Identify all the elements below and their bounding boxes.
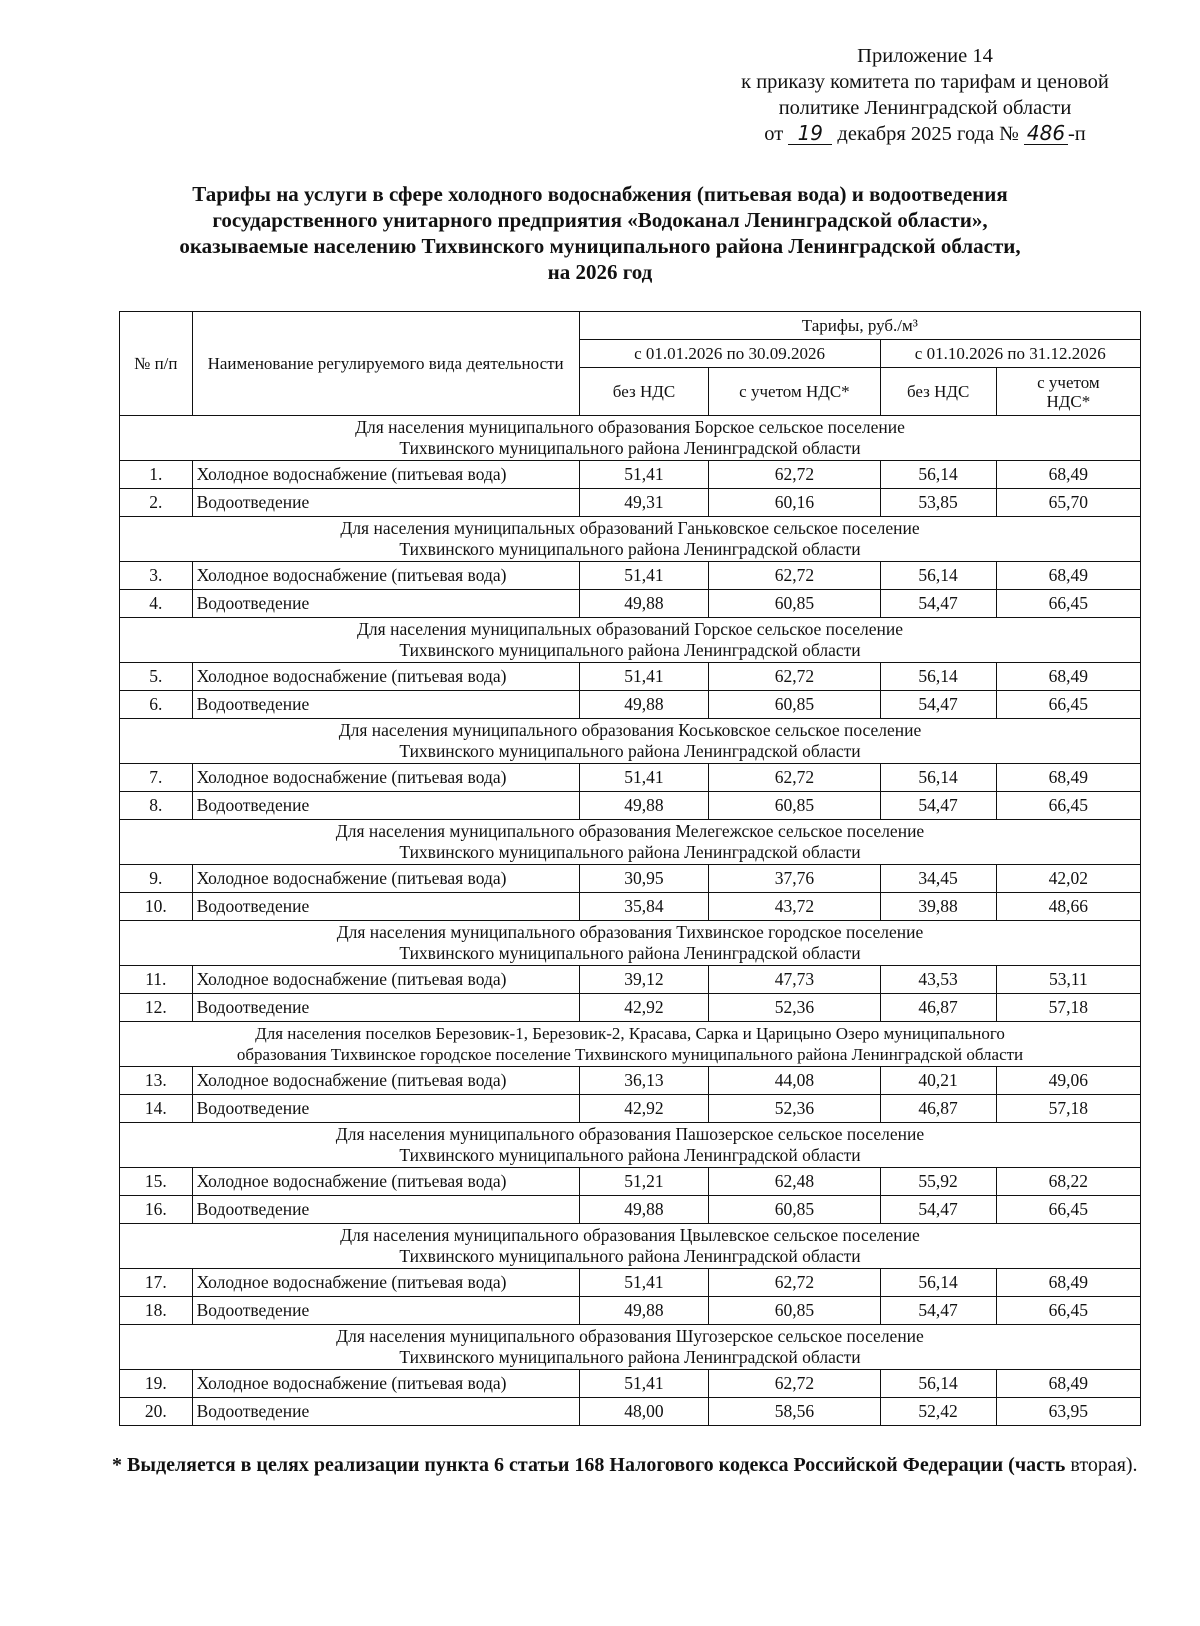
table-row [120,1067,1141,1095]
tariff-no-vat-period-1: 35,84 [579,893,709,921]
row-number: 14. [120,1095,193,1123]
row-number: 13. [120,1067,193,1095]
activity-name: Водоотведение [192,792,579,820]
tariff-with-vat-period-1: 62,72 [709,461,880,489]
row-number: 8. [120,792,193,820]
row-number: 12. [120,994,193,1022]
section-header-row [120,1123,1141,1168]
header-tariffs: Тарифы, руб./м³ [579,312,1140,340]
tariff-with-vat-period-1: 43,72 [709,893,880,921]
section-header [120,719,1141,764]
tariff-with-vat-period-1: 52,36 [709,994,880,1022]
tariff-no-vat-period-1: 51,41 [579,663,709,691]
activity-name: Водоотведение [192,489,579,517]
header-no-vat-1: без НДС [579,368,709,416]
tariff-no-vat-period-1: 39,12 [579,966,709,994]
activity-name: Холодное водоснабжение (питьевая вода) [192,1067,579,1095]
tariff-with-vat-period-1: 47,73 [709,966,880,994]
tariff-with-vat-period-1: 58,56 [709,1398,880,1426]
table-row [120,1095,1141,1123]
tariff-with-vat-period-1: 62,72 [709,1269,880,1297]
tariff-no-vat-period-2: 56,14 [880,1370,996,1398]
section-header-line1: Для населения муниципального образования Пашозерское сельское поселение [335,1124,925,1144]
tariff-no-vat-period-2: 56,14 [880,764,996,792]
row-number: 5. [120,663,193,691]
tariff-no-vat-period-2: 40,21 [880,1067,996,1095]
tariff-with-vat-period-1: 60,85 [709,691,880,719]
header-num: № п/п [120,312,193,416]
activity-name: Водоотведение [192,994,579,1022]
section-header [120,1123,1141,1168]
activity-name: Холодное водоснабжение (питьевая вода) [192,1370,579,1398]
activity-name: Холодное водоснабжение (питьевая вода) [192,1168,579,1196]
section-header-line2: Тихвинского муниципального района Ленинградской области [399,1347,861,1367]
section-header-line1: Для населения поселков Березовик-1, Березовик-2, Красава, Сарка и Царицыно Озеро муниципального [255,1024,1005,1043]
table-row [120,865,1141,893]
tariff-no-vat-period-1: 49,88 [579,691,709,719]
row-number: 19. [120,1370,193,1398]
row-number: 16. [120,1196,193,1224]
activity-name: Холодное водоснабжение (питьевая вода) [192,966,579,994]
tariff-with-vat-period-1: 62,72 [709,562,880,590]
activity-name: Водоотведение [192,893,579,921]
tariff-no-vat-period-1: 49,88 [579,1196,709,1224]
row-number: 2. [120,489,193,517]
section-header-line2: Тихвинского муниципального района Ленинградской области [399,640,861,660]
title-line-3: оказываемые населению Тихвинского муниципального района Ленинградской области, [179,234,1021,258]
tariff-with-vat-period-2: 68,49 [996,562,1140,590]
tariff-no-vat-period-2: 46,87 [880,994,996,1022]
table-row [120,1297,1141,1325]
tariff-no-vat-period-1: 51,41 [579,1370,709,1398]
activity-name: Холодное водоснабжение (питьевая вода) [192,461,579,489]
table-row [120,1370,1141,1398]
tariff-with-vat-period-2: 65,70 [996,489,1140,517]
tariff-with-vat-period-1: 52,36 [709,1095,880,1123]
row-number: 1. [120,461,193,489]
tariff-with-vat-period-2: 68,49 [996,1370,1140,1398]
tariff-no-vat-period-1: 51,41 [579,461,709,489]
tariff-with-vat-period-1: 44,08 [709,1067,880,1095]
section-header-row [120,921,1141,966]
tariff-with-vat-period-2: 66,45 [996,691,1140,719]
tariff-with-vat-period-1: 62,72 [709,663,880,691]
tariff-with-vat-period-2: 66,45 [996,1196,1140,1224]
header-period-1: с 01.01.2026 по 30.09.2026 [579,340,880,368]
section-header-line2: Тихвинского муниципального района Ленинградской области [399,1145,861,1165]
title-line-4: на 2026 год [547,260,653,284]
tariff-with-vat-period-2: 68,49 [996,663,1140,691]
tariff-no-vat-period-1: 48,00 [579,1398,709,1426]
section-header-line1: Для населения муниципального образования Тихвинское городское поселение [336,922,924,942]
tariff-no-vat-period-2: 34,45 [880,865,996,893]
section-header [120,921,1141,966]
tariff-with-vat-period-1: 62,72 [709,764,880,792]
table-row [120,994,1141,1022]
tariff-no-vat-period-2: 56,14 [880,1269,996,1297]
tariff-no-vat-period-1: 51,41 [579,1269,709,1297]
section-header-line2: Тихвинского муниципального района Ленинградской области [399,842,861,862]
table-row [120,489,1141,517]
header-period-2: с 01.10.2026 по 31.12.2026 [880,340,1140,368]
activity-name: Водоотведение [192,1095,579,1123]
tariff-no-vat-period-1: 42,92 [579,994,709,1022]
tariff-no-vat-period-2: 53,85 [880,489,996,517]
appendix-line-2: к приказу комитета по тарифам и ценовой [741,71,1109,93]
activity-name: Водоотведение [192,590,579,618]
tariff-no-vat-period-1: 36,13 [579,1067,709,1095]
tariff-no-vat-period-2: 54,47 [880,792,996,820]
tariff-with-vat-period-2: 66,45 [996,792,1140,820]
tariff-with-vat-period-2: 49,06 [996,1067,1140,1095]
tariff-with-vat-period-1: 37,76 [709,865,880,893]
table-row [120,590,1141,618]
tariff-with-vat-period-1: 60,85 [709,1297,880,1325]
table-row [120,663,1141,691]
section-header [120,1325,1141,1370]
section-header [120,1022,1141,1067]
tariff-no-vat-period-2: 54,47 [880,691,996,719]
section-header-row [120,1022,1141,1067]
tariff-no-vat-period-1: 51,41 [579,764,709,792]
section-header-row [120,1325,1141,1370]
tariff-with-vat-period-2: 57,18 [996,1095,1140,1123]
row-number: 6. [120,691,193,719]
section-header-line1: Для населения муниципальных образований Ганьковское сельское поселение [340,518,920,538]
section-header [120,820,1141,865]
activity-name: Холодное водоснабжение (питьевая вода) [192,865,579,893]
section-header-line2: Тихвинского муниципального района Ленинградской области [399,741,861,761]
tariff-with-vat-period-1: 62,72 [709,1370,880,1398]
title-line-2: государственного унитарного предприятия «Водоканал Ленинградской области», [212,208,988,232]
tariff-no-vat-period-2: 54,47 [880,1297,996,1325]
section-header-row [120,820,1141,865]
appendix-line-3: политике Ленинградской области [778,97,1072,119]
section-header-row [120,618,1141,663]
tariff-with-vat-period-2: 66,45 [996,1297,1140,1325]
appendix-date-prefix: от [764,123,784,145]
tariff-no-vat-period-2: 54,47 [880,590,996,618]
row-number: 15. [120,1168,193,1196]
row-number: 9. [120,865,193,893]
row-number: 7. [120,764,193,792]
tariff-with-vat-period-1: 60,16 [709,489,880,517]
tariff-table [119,311,1141,1426]
header-no-vat-2: без НДС [880,368,996,416]
activity-name: Водоотведение [192,1398,579,1426]
appendix-header [700,43,1150,147]
activity-name: Водоотведение [192,691,579,719]
tariff-with-vat-period-1: 60,85 [709,792,880,820]
section-header-line1: Для населения муниципальных образований Горское сельское поселение [357,619,903,639]
tariff-no-vat-period-2: 56,14 [880,663,996,691]
section-header-line1: Для населения муниципального образования Цвылевское сельское поселение [340,1225,920,1245]
tariff-no-vat-period-1: 49,88 [579,792,709,820]
tariff-no-vat-period-1: 51,21 [579,1168,709,1196]
section-header-line2: Тихвинского муниципального района Ленинградской области [399,539,861,559]
table-row [120,893,1141,921]
table-row [120,562,1141,590]
tariff-no-vat-period-2: 56,14 [880,562,996,590]
activity-name: Водоотведение [192,1196,579,1224]
section-header [120,1224,1141,1269]
section-header [120,618,1141,663]
activity-name: Холодное водоснабжение (питьевая вода) [192,663,579,691]
tariff-no-vat-period-1: 49,31 [579,489,709,517]
section-header [120,416,1141,461]
activity-name: Холодное водоснабжение (питьевая вода) [192,764,579,792]
handwritten-number: 486 [1024,122,1068,145]
tariff-with-vat-period-2: 68,49 [996,461,1140,489]
appendix-line-1: Приложение 14 [857,45,993,67]
handwritten-day: 19 [788,122,832,145]
appendix-suffix: -п [1067,123,1086,145]
tariff-with-vat-period-1: 62,48 [709,1168,880,1196]
header-with-vat-2: с учетом НДС* [996,368,1140,416]
section-header-line1: Для населения муниципального образования Коськовское сельское поселение [338,720,922,740]
activity-name: Холодное водоснабжение (питьевая вода) [192,562,579,590]
tariff-with-vat-period-2: 68,22 [996,1168,1140,1196]
section-header [120,517,1141,562]
table-row [120,764,1141,792]
footnote-text: * Выделяется в целях реализации пункта 6 статьи 168 Налогового кодекса Российской Федерации (часть [112,1454,1066,1476]
tariff-with-vat-period-2: 48,66 [996,893,1140,921]
activity-name: Водоотведение [192,1297,579,1325]
section-header-line1: Для населения муниципального образования Шугозерское сельское поселение [336,1326,924,1346]
row-number: 4. [120,590,193,618]
tariff-no-vat-period-2: 43,53 [880,966,996,994]
footnote-continuation: вторая). [1070,1454,1138,1476]
tariff-with-vat-period-2: 68,49 [996,764,1140,792]
section-header-line1: Для населения муниципального образования Мелегежское сельское поселение [335,821,925,841]
section-header-row [120,517,1141,562]
table-row [120,966,1141,994]
tariff-no-vat-period-1: 51,41 [579,562,709,590]
table-row [120,1398,1141,1426]
row-number: 3. [120,562,193,590]
appendix-date-middle: декабря 2025 года № [837,123,1019,145]
header-activity: Наименование регулируемого вида деятельности [192,312,579,416]
table-row [120,1168,1141,1196]
tariff-with-vat-period-2: 63,95 [996,1398,1140,1426]
row-number: 11. [120,966,193,994]
section-header-line2: Тихвинского муниципального района Ленинградской области [399,438,861,458]
header-with-vat-1: с учетом НДС* [709,368,880,416]
section-header-line1: Для населения муниципального образования Борское сельское поселение [355,417,905,437]
row-number: 17. [120,1269,193,1297]
tariff-no-vat-period-1: 30,95 [579,865,709,893]
tariff-with-vat-period-1: 60,85 [709,590,880,618]
appendix-line-4 [700,121,1150,147]
document-title [100,181,1100,285]
tariff-with-vat-period-1: 60,85 [709,1196,880,1224]
tariff-with-vat-period-2: 42,02 [996,865,1140,893]
tariff-with-vat-period-2: 57,18 [996,994,1140,1022]
tariff-with-vat-period-2: 66,45 [996,590,1140,618]
tariff-no-vat-period-2: 55,92 [880,1168,996,1196]
section-header-row [120,416,1141,461]
tariff-with-vat-period-2: 68,49 [996,1269,1140,1297]
row-number: 18. [120,1297,193,1325]
section-header-line2: образования Тихвинское городское поселение Тихвинского муниципального района Ленинградской области [236,1045,1024,1064]
tariff-no-vat-period-1: 49,88 [579,1297,709,1325]
activity-name: Холодное водоснабжение (питьевая вода) [192,1269,579,1297]
tariff-no-vat-period-1: 49,88 [579,590,709,618]
row-number: 20. [120,1398,193,1426]
tariff-no-vat-period-2: 54,47 [880,1196,996,1224]
table-row [120,691,1141,719]
tariff-no-vat-period-1: 42,92 [579,1095,709,1123]
tariff-no-vat-period-2: 56,14 [880,461,996,489]
row-number: 10. [120,893,193,921]
section-header-row [120,719,1141,764]
tariff-no-vat-period-2: 39,88 [880,893,996,921]
tariff-with-vat-period-2: 53,11 [996,966,1140,994]
footnote [112,1452,1155,1479]
table-row [120,1269,1141,1297]
section-header-line2: Тихвинского муниципального района Ленинградской области [399,1246,861,1266]
section-header-line2: Тихвинского муниципального района Ленинградской области [399,943,861,963]
section-header-row [120,1224,1141,1269]
table-row [120,461,1141,489]
tariff-no-vat-period-2: 46,87 [880,1095,996,1123]
table-row [120,1196,1141,1224]
tariff-no-vat-period-2: 52,42 [880,1398,996,1426]
title-line-1: Тарифы на услуги в сфере холодного водоснабжения (питьевая вода) и водоотведения [192,182,1008,206]
table-row [120,792,1141,820]
